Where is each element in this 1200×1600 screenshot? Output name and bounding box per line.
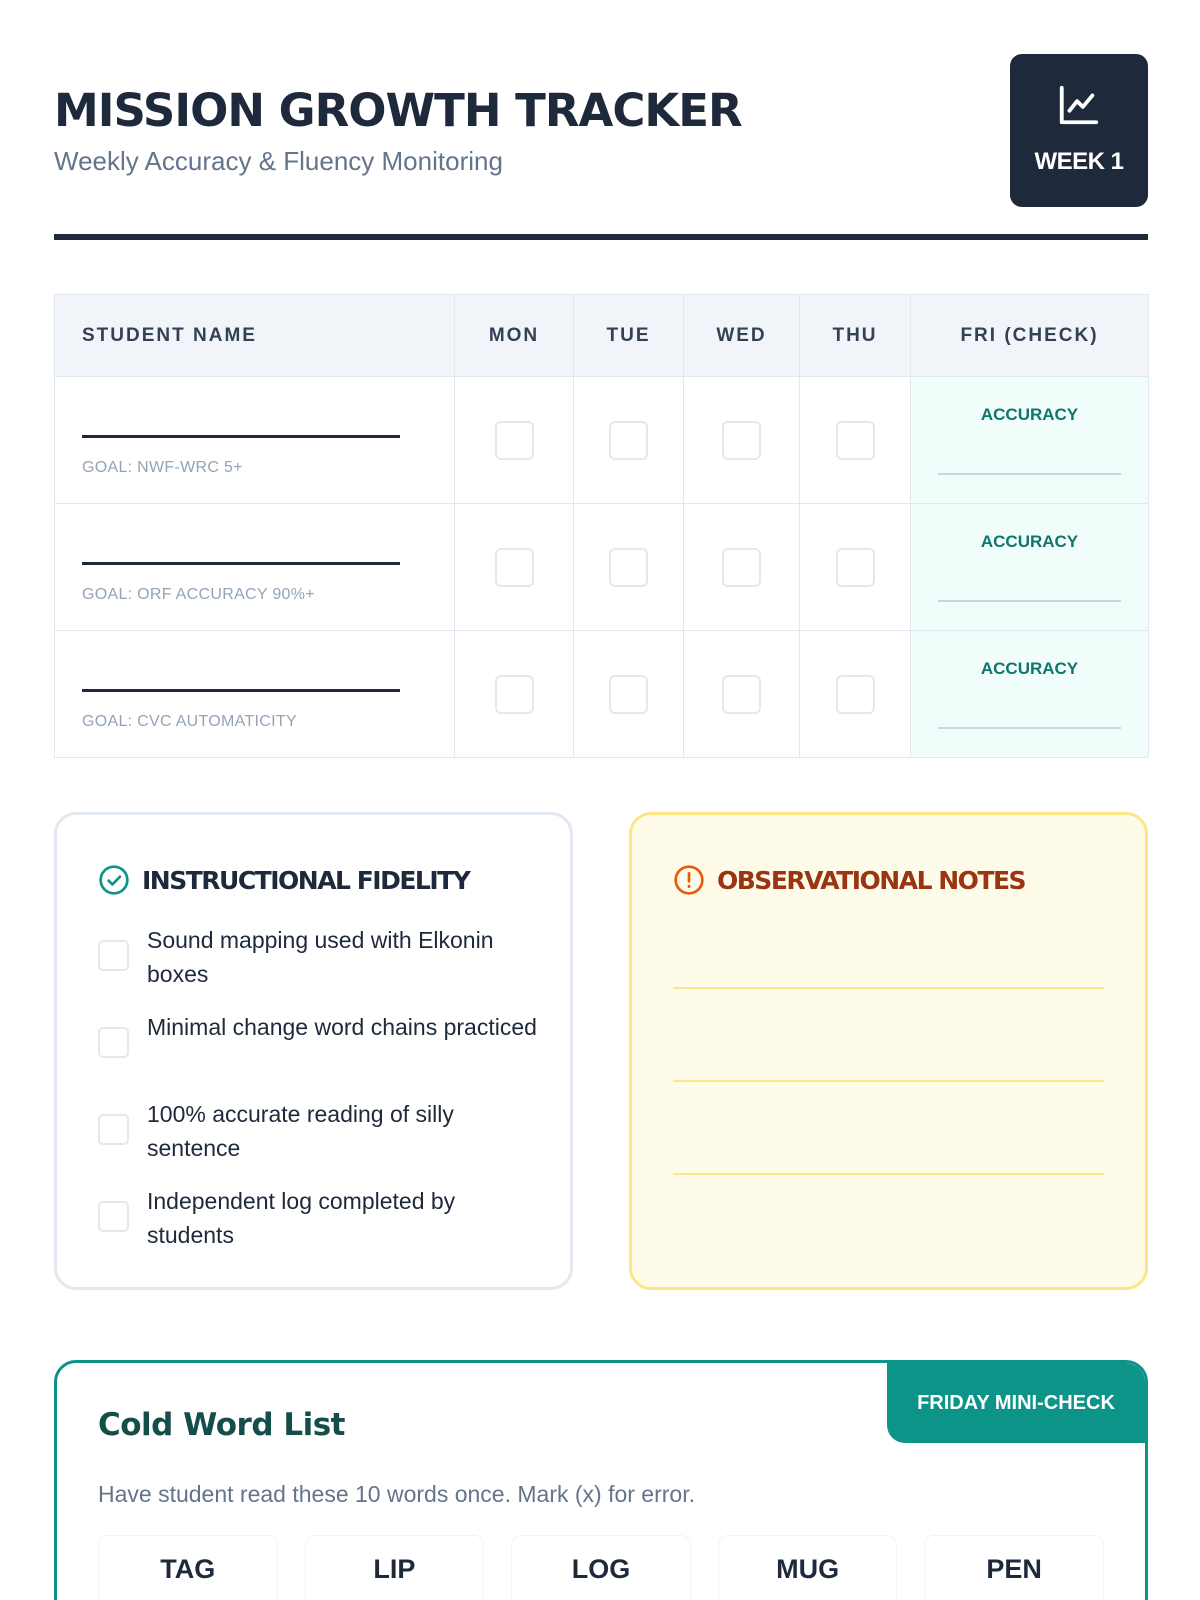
fidelity-item-label: 100% accurate reading of silly sentence	[147, 1101, 454, 1161]
thu-cell	[800, 504, 911, 631]
word-card[interactable]: PEN	[924, 1535, 1104, 1600]
fidelity-checkbox[interactable]	[98, 1027, 129, 1058]
wed-cell	[684, 377, 800, 504]
fidelity-item-label: Independent log completed by students	[147, 1188, 456, 1248]
fri-accuracy-cell	[911, 631, 1149, 758]
tue-cell	[574, 631, 684, 758]
column-header-fri-check: FRI (CHECK)	[911, 295, 1149, 377]
tue-cell	[574, 377, 684, 504]
student-name-cell	[55, 377, 455, 504]
word-card[interactable]: LIP	[305, 1535, 485, 1600]
fidelity-title: INSTRUCTIONAL FIDELITY	[142, 865, 470, 895]
accuracy-label: ACCURACY	[980, 659, 1079, 678]
column-header-thu: THU	[800, 295, 911, 377]
student-name-cell	[55, 631, 455, 758]
fidelity-item-label: Minimal change word chains practiced	[147, 1014, 537, 1040]
fri-accuracy-cell	[911, 504, 1149, 631]
word-card[interactable]: LOG	[511, 1535, 691, 1600]
fidelity-checkbox[interactable]	[98, 1201, 129, 1232]
tue-checkbox[interactable]	[609, 421, 648, 460]
tue-checkbox[interactable]	[609, 675, 648, 714]
student-goal: GOAL: CVC AUTOMATICITY	[82, 713, 297, 730]
column-header-student-name: STUDENT NAME	[55, 295, 455, 377]
column-header-tue: TUE	[574, 295, 684, 377]
accuracy-entry-line[interactable]	[938, 727, 1121, 729]
wed-cell	[684, 631, 800, 758]
list-item	[98, 1010, 538, 1097]
instructional-fidelity-card	[54, 812, 573, 1290]
page	[54, 0, 1148, 1600]
page-subtitle: Weekly Accuracy & Fluency Monitoring	[54, 146, 503, 176]
list-item	[98, 1097, 538, 1184]
column-header-wed: WED	[684, 295, 800, 377]
wed-cell	[684, 504, 800, 631]
accuracy-label: ACCURACY	[980, 532, 1079, 551]
mon-checkbox[interactable]	[495, 675, 534, 714]
note-line[interactable]	[673, 1080, 1104, 1082]
thu-checkbox[interactable]	[836, 548, 875, 587]
mon-checkbox[interactable]	[495, 548, 534, 587]
fidelity-heading	[98, 863, 469, 897]
alert-circle-icon	[673, 864, 705, 896]
tue-checkbox[interactable]	[609, 548, 648, 587]
list-item	[98, 923, 538, 1010]
fidelity-checkbox[interactable]	[98, 1114, 129, 1145]
column-header-mon: MON	[455, 295, 574, 377]
friday-mini-check-badge: FRIDAY MINI-CHECK	[887, 1363, 1145, 1443]
thu-cell	[800, 631, 911, 758]
mon-cell	[455, 504, 574, 631]
mon-cell	[455, 631, 574, 758]
thu-cell	[800, 377, 911, 504]
notes-heading	[673, 863, 1025, 897]
cold-word-list-card	[54, 1360, 1148, 1600]
student-name-cell	[55, 504, 455, 631]
notes-title: OBSERVATIONAL NOTES	[717, 865, 1026, 895]
wed-checkbox[interactable]	[722, 548, 761, 587]
week-label: WEEK 1	[1034, 148, 1124, 175]
list-item	[98, 1184, 538, 1271]
wed-checkbox[interactable]	[722, 675, 761, 714]
note-line[interactable]	[673, 1173, 1104, 1175]
student-goal: GOAL: ORF ACCURACY 90%+	[82, 586, 315, 603]
fidelity-checkbox[interactable]	[98, 940, 129, 971]
check-circle-icon	[98, 864, 130, 896]
wed-checkbox[interactable]	[722, 421, 761, 460]
accuracy-label: ACCURACY	[980, 405, 1079, 424]
accuracy-entry-line[interactable]	[938, 473, 1121, 475]
cold-word-list-title: Cold Word List	[98, 1407, 345, 1443]
fri-accuracy-cell	[911, 377, 1149, 504]
accuracy-entry-line[interactable]	[938, 600, 1121, 602]
table-row	[55, 631, 1149, 758]
student-name-line[interactable]	[82, 435, 400, 438]
table-header-row	[55, 295, 1149, 377]
page-title: MISSION GROWTH TRACKER	[54, 84, 742, 137]
word-card[interactable]: MUG	[718, 1535, 898, 1600]
student-goal: GOAL: NWF-WRC 5+	[82, 459, 243, 476]
mon-cell	[455, 377, 574, 504]
line-chart-icon	[1056, 82, 1102, 128]
note-line[interactable]	[673, 987, 1104, 989]
fidelity-item-label: Sound mapping used with Elkonin boxes	[147, 927, 494, 987]
student-name-line[interactable]	[82, 689, 400, 692]
table-row	[55, 504, 1149, 631]
thu-checkbox[interactable]	[836, 675, 875, 714]
thu-checkbox[interactable]	[836, 421, 875, 460]
word-grid	[98, 1535, 1104, 1600]
week-badge	[1010, 54, 1148, 207]
student-name-line[interactable]	[82, 562, 400, 565]
header	[54, 54, 1148, 242]
word-card[interactable]: TAG	[98, 1535, 278, 1600]
observational-notes-card	[629, 812, 1148, 1290]
tracker-table	[54, 294, 1149, 758]
table-row	[55, 377, 1149, 504]
tue-cell	[574, 504, 684, 631]
header-divider	[54, 234, 1148, 240]
cold-word-list-instructions: Have student read these 10 words once. Mark (x) for error.	[98, 1481, 695, 1507]
fidelity-checklist	[98, 923, 538, 1271]
mon-checkbox[interactable]	[495, 421, 534, 460]
